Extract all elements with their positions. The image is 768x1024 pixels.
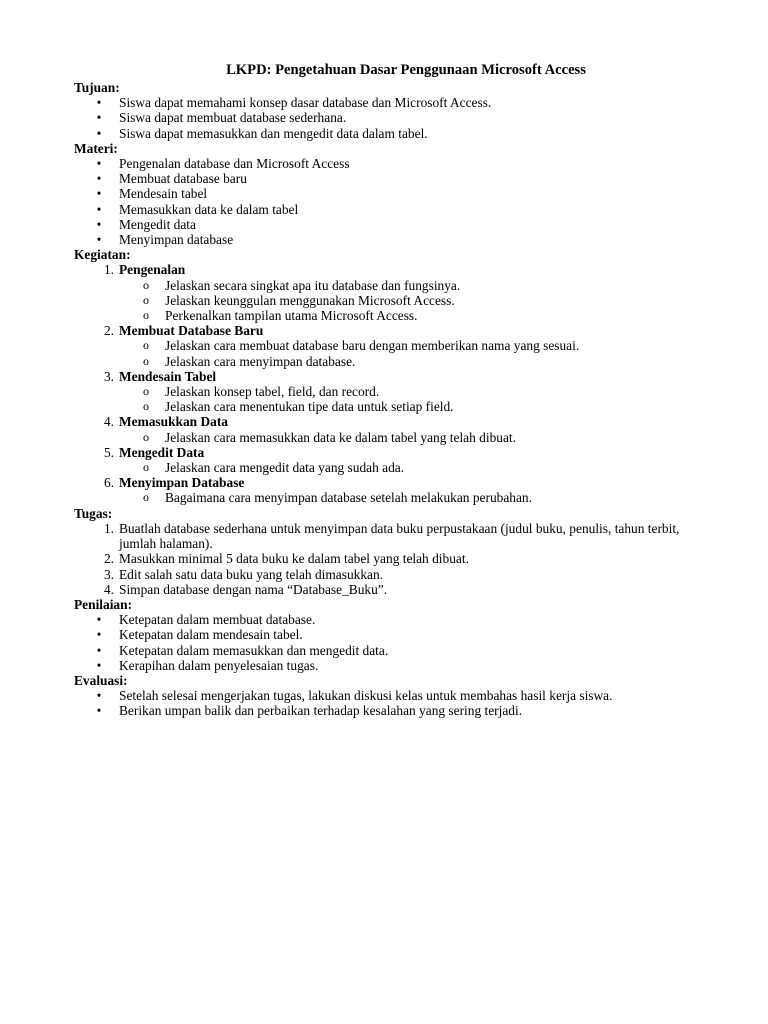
step-sub-list	[119, 278, 714, 324]
list-item: • Siswa dapat membuat database sederhana.	[74, 110, 714, 125]
bullet-icon: •	[96, 657, 102, 673]
sub-item: o Jelaskan cara menentukan tipe data untuk setiap field.	[143, 399, 454, 415]
sub-item: o Jelaskan cara mengedit data yang sudah ada.	[143, 460, 405, 476]
step-sub-list	[119, 338, 714, 368]
bullet-icon: •	[96, 201, 102, 217]
sub-item: o Jelaskan cara menyimpan database.	[143, 353, 356, 369]
list-item: • Ketepatan dalam memasukkan dan mengedit data.	[74, 643, 714, 658]
step-number: 6.	[103, 475, 114, 491]
step-sub-list	[119, 384, 714, 414]
list-item: • Ketepatan dalam membuat database.	[74, 612, 714, 627]
section-heading-materi: Materi:	[74, 140, 118, 156]
tugas-item: 1. Buatlah database sederhana untuk menyimpan data buku perpustakaan (judul buku, penulis, tahun terbit, jumlah halaman).	[74, 521, 714, 551]
item-number: 3.	[103, 566, 114, 582]
sub-item: o Jelaskan cara membuat database baru dengan memberikan nama yang sesuai.	[143, 338, 580, 354]
list-item: • Mengedit data	[74, 217, 714, 232]
tugas-list	[74, 521, 714, 597]
list-item: • Menyimpan database	[74, 232, 714, 247]
list-item: • Setelah selesai mengerjakan tugas, lakukan diskusi kelas untuk membahas hasil kerja siswa.	[74, 688, 714, 703]
bullet-icon: •	[96, 171, 102, 187]
step-sub-list	[119, 490, 714, 505]
list-item: • Mendesain tabel	[74, 186, 714, 201]
kegiatan-list	[74, 262, 714, 505]
bullet-icon: •	[96, 156, 102, 172]
section-heading-kegiatan: Kegiatan:	[74, 247, 131, 263]
item-number: 2.	[103, 551, 114, 567]
bullet-icon: •	[96, 125, 102, 141]
step-number: 5.	[103, 444, 114, 460]
bullet-icon: •	[96, 232, 102, 248]
bullet-icon: •	[96, 186, 102, 202]
kegiatan-step	[74, 445, 714, 475]
sub-item: o Jelaskan secara singkat apa itu database dan fungsinya.	[143, 277, 461, 293]
tujuan-list	[74, 95, 714, 141]
circle-bullet-icon: o	[143, 292, 149, 307]
tugas-item: 4. Simpan database dengan nama “Database_Buku”.	[74, 582, 714, 597]
bullet-icon: •	[96, 688, 102, 704]
section-heading-penilaian: Penilaian:	[74, 596, 133, 612]
circle-bullet-icon: o	[143, 490, 149, 505]
kegiatan-step	[74, 414, 714, 444]
document-title: LKPD: Pengetahuan Dasar Penggunaan Microsoft Access	[226, 62, 586, 78]
circle-bullet-icon: o	[143, 353, 149, 368]
step-number: 2.	[103, 323, 114, 339]
bullet-icon: •	[96, 642, 102, 658]
list-item: • Siswa dapat memasukkan dan mengedit data dalam tabel.	[74, 126, 714, 141]
list-item: • Ketepatan dalam mendesain tabel.	[74, 627, 714, 642]
kegiatan-step	[74, 323, 714, 369]
section-heading-tujuan: Tujuan:	[74, 80, 120, 95]
document-body	[74, 62, 714, 719]
list-item: • Memasukkan data ke dalam tabel	[74, 202, 714, 217]
bullet-icon: •	[96, 612, 102, 628]
step-label: Membuat Database Baru	[119, 323, 264, 339]
circle-bullet-icon: o	[143, 308, 149, 323]
evaluasi-list	[74, 688, 714, 718]
step-number: 1.	[103, 262, 114, 278]
kegiatan-step	[74, 475, 714, 505]
sub-item: o Perkenalkan tampilan utama Microsoft Access.	[143, 308, 418, 324]
tugas-item: 3. Edit salah satu data buku yang telah dimasukkan.	[74, 567, 714, 582]
item-number: 1.	[103, 520, 114, 536]
penilaian-list	[74, 612, 714, 673]
step-label: Mendesain Tabel	[119, 368, 217, 384]
step-label: Menyimpan Database	[119, 475, 245, 491]
bullet-icon: •	[96, 95, 102, 111]
list-item: • Pengenalan database dan Microsoft Access	[74, 156, 714, 171]
tugas-item: 2. Masukkan minimal 5 data buku ke dalam tabel yang telah dibuat.	[74, 551, 714, 566]
sub-item: o Jelaskan keunggulan menggunakan Microsoft Access.	[143, 292, 455, 308]
bullet-icon: •	[96, 703, 102, 719]
step-sub-list	[119, 430, 714, 445]
step-number: 3.	[103, 368, 114, 384]
materi-list	[74, 156, 714, 247]
circle-bullet-icon: o	[143, 338, 149, 353]
bullet-icon: •	[96, 627, 102, 643]
circle-bullet-icon: o	[143, 277, 149, 292]
circle-bullet-icon: o	[143, 460, 149, 475]
circle-bullet-icon: o	[143, 399, 149, 414]
step-label: Memasukkan Data	[119, 414, 228, 430]
section-heading-tugas: Tugas:	[74, 505, 113, 521]
step-number: 4.	[103, 414, 114, 430]
list-item: • Berikan umpan balik dan perbaikan terhadap kesalahan yang sering terjadi.	[74, 703, 714, 718]
step-sub-list	[119, 460, 714, 475]
bullet-icon: •	[96, 110, 102, 126]
sub-item: o Bagaimana cara menyimpan database setelah melakukan perubahan.	[143, 490, 532, 506]
bullet-icon: •	[96, 216, 102, 232]
list-item: • Membuat database baru	[74, 171, 714, 186]
step-label: Mengedit Data	[119, 444, 205, 460]
list-item: • Kerapihan dalam penyelesaian tugas.	[74, 658, 714, 673]
sub-item: o Jelaskan konsep tabel, field, dan record.	[143, 384, 380, 400]
circle-bullet-icon: o	[143, 384, 149, 399]
circle-bullet-icon: o	[143, 429, 149, 444]
item-number: 4.	[103, 581, 114, 597]
kegiatan-step	[74, 369, 714, 415]
step-label: Pengenalan	[119, 262, 186, 278]
section-heading-evaluasi: Evaluasi:	[74, 672, 128, 688]
sub-item: o Jelaskan cara memasukkan data ke dalam tabel yang telah dibuat.	[143, 429, 516, 445]
list-item: • Siswa dapat memahami konsep dasar database dan Microsoft Access.	[74, 95, 714, 110]
kegiatan-step	[74, 262, 714, 323]
